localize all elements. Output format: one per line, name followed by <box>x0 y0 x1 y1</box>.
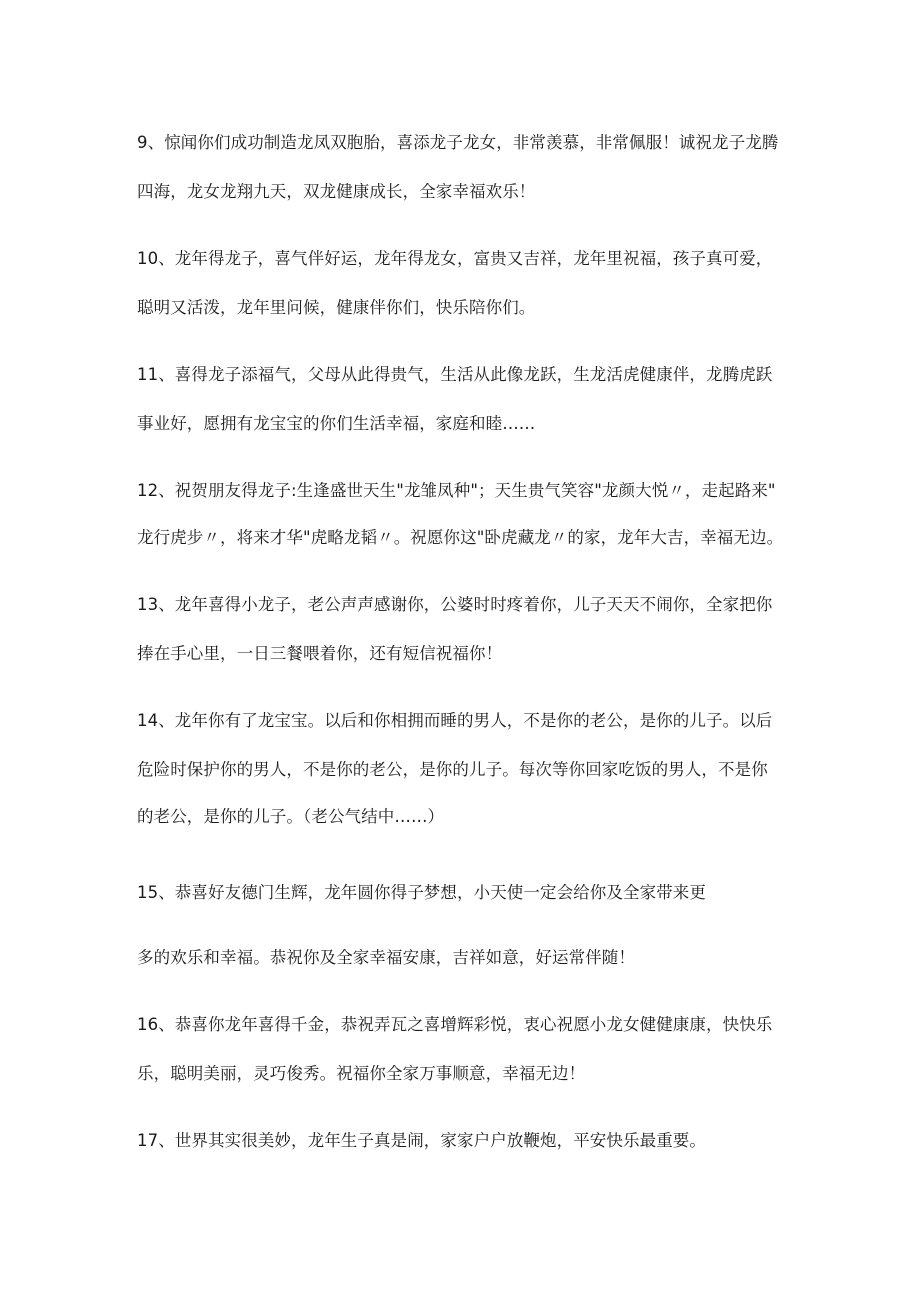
entry-16-line-1: 16、恭喜你龙年喜得千金，恭祝弄瓦之喜增辉彩悦，衷心祝愿小龙女健健康康，快快乐 <box>137 1015 773 1034</box>
entry-17-line-1: 17、世界其实很美妙，龙年生子真是闹，家家户户放鞭炮，平安快乐最重要。 <box>137 1131 706 1150</box>
entry-16-line-2: 乐，聪明美丽，灵巧俊秀。祝福你全家万事顺意，幸福无边！ <box>137 1064 586 1083</box>
entry-10-line-2: 聪明又活泼，龙年里问候，健康伴你们，快乐陪你们。 <box>137 298 536 317</box>
entry-15-line-1: 15、恭喜好友德门生辉，龙年圆你得子梦想，小天使一定会给你及全家带来更 <box>137 883 706 902</box>
entry-14-line-1: 14、龙年你有了龙宝宝。以后和你相拥而睡的男人，不是你的老公，是你的儿子。以后 <box>137 711 773 730</box>
entry-15-line-2: 多的欢乐和幸福。恭祝你及全家幸福安康，吉祥如意，好运常伴随！ <box>137 948 635 967</box>
entry-11-line-2: 事业好，愿拥有龙宝宝的你们生活幸福，家庭和睦…… <box>137 414 536 433</box>
entry-13-line-1: 13、龙年喜得小龙子，老公声声感谢你，公婆时时疼着你，儿子天天不闹你，全家把你 <box>137 595 773 614</box>
entry-14-line-3: 的老公，是你的儿子。（老公气结中……） <box>137 807 445 826</box>
entry-11-line-1: 11、喜得龙子添福气，父母从此得贵气，生活从此像龙跃，生龙活虎健康伴，龙腾虎跃 <box>137 365 773 384</box>
entry-12-line-1: 12、祝贺朋友得龙子:生逢盛世天生"龙雏凤种"；天生贵气笑容"龙颜大悦〃，走起路来" <box>137 481 776 500</box>
entry-9-line-1: 9、惊闻你们成功制造龙凤双胞胎，喜添龙子龙女，非常羡慕，非常佩服！诚祝龙子龙腾 <box>137 133 779 152</box>
entry-9-line-2: 四海，龙女龙翔九天，双龙健康成长，全家幸福欢乐！ <box>137 182 536 201</box>
entry-14-line-2: 危险时保护你的男人，不是你的老公，是你的儿子。每次等你回家吃饭的男人，不是你 <box>137 760 768 779</box>
entry-12-line-2: 龙行虎步〃，将来才华"虎略龙韬〃。祝愿你这"卧虎藏龙〃的家，龙年大吉，幸福无边。 <box>137 528 784 547</box>
entry-13-line-2: 捧在手心里，一日三餐喂着你，还有短信祝福你！ <box>137 644 503 663</box>
entry-10-line-1: 10、龙年得龙子，喜气伴好运，龙年得龙女，富贵又吉祥，龙年里祝福，孩子真可爱， <box>137 249 773 268</box>
